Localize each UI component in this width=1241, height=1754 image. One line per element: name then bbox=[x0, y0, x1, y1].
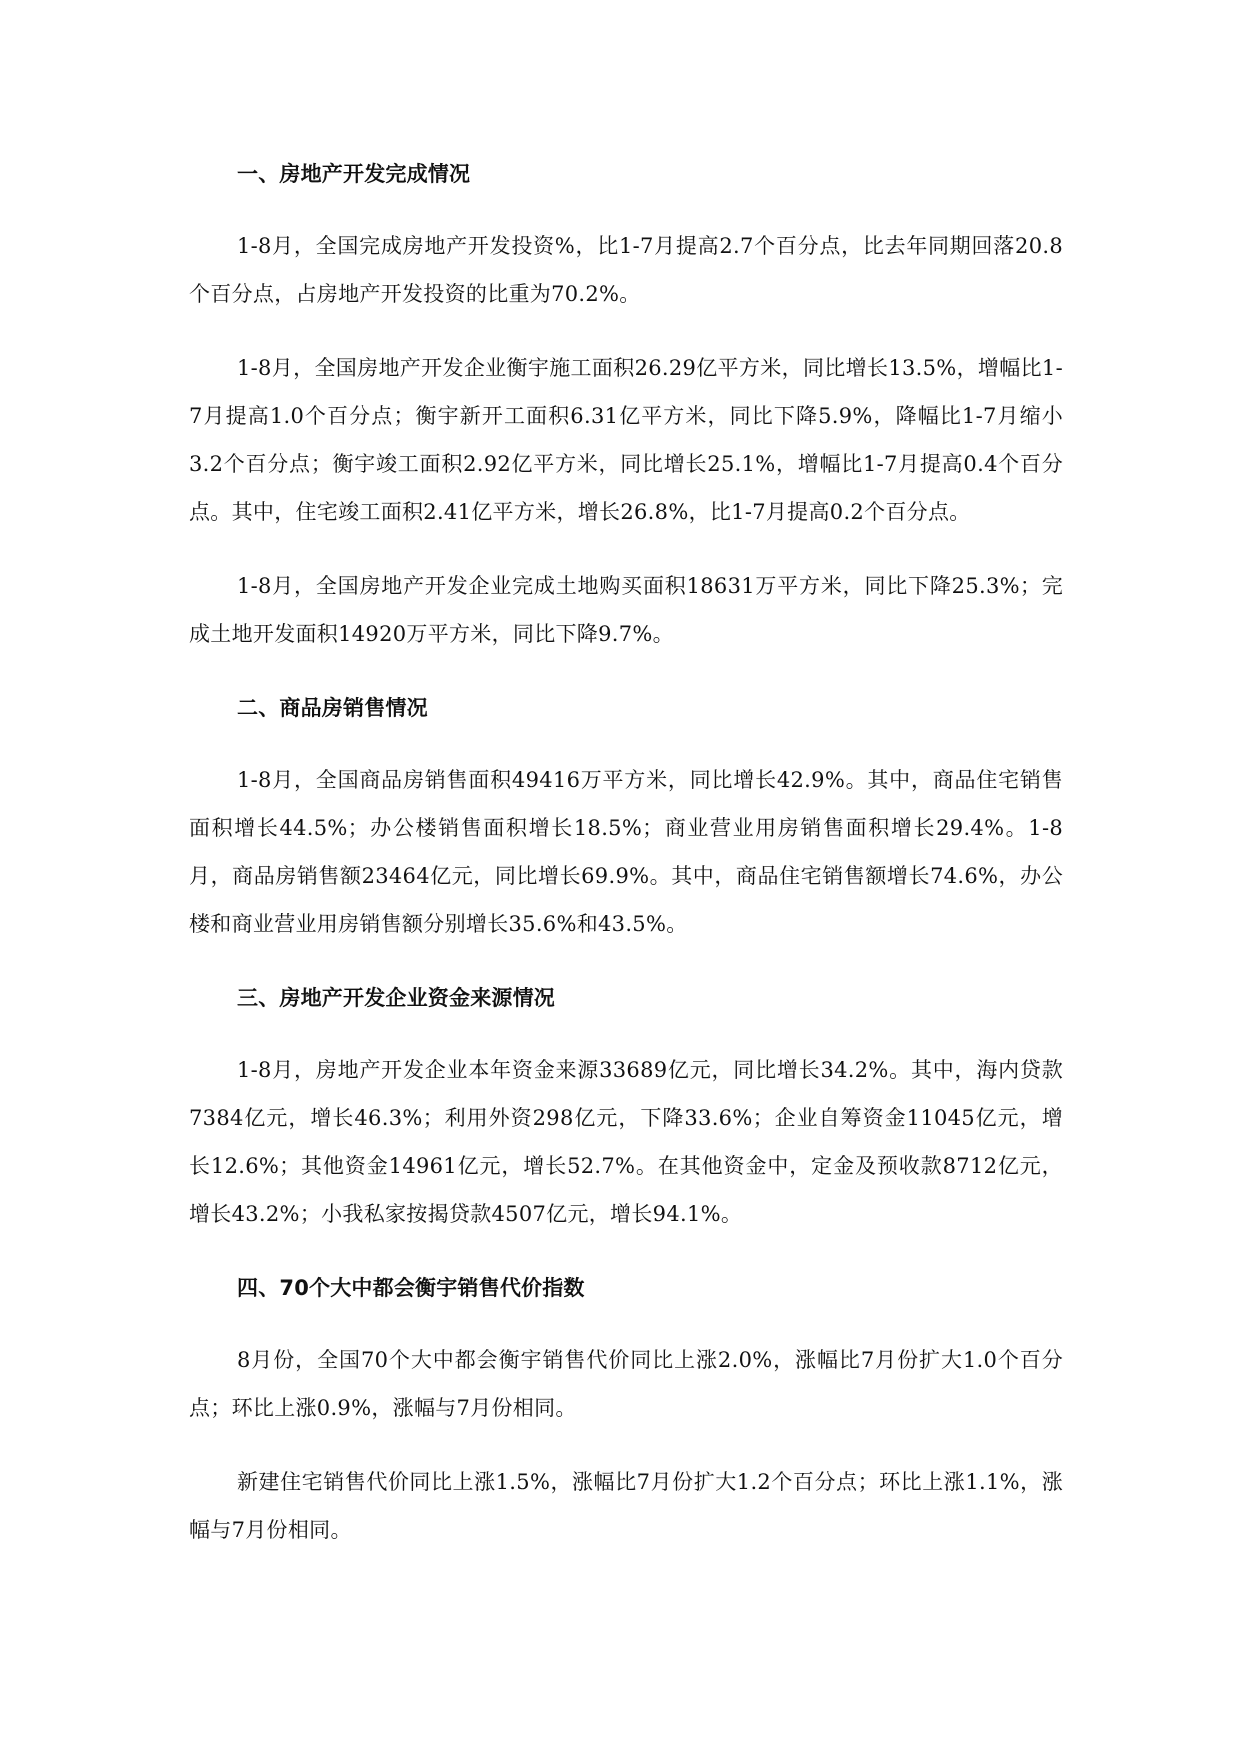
section-heading-funding: 三、房地产开发企业资金来源情况 bbox=[237, 986, 555, 1010]
paragraph-sales: 1-8月，全国商品房销售面积49416万平方米，同比增长42.9%。其中，商品住宅销售面积增长44.5%；办公楼销售面积增长18.5%；商业营业用房销售面积增长29.4%。1-8月，商品房销售额23464亿元，同比增长69.9%。其中，商品住宅销售额增长74.6%，办公楼和商业营业用房销售额分别增长35.6%和43.5%。 bbox=[189, 768, 1063, 936]
paragraph-investment: 1-8月，全国完成房地产开发投资%，比1-7月提高2.7个百分点，比去年同期回落20.8个百分点，占房地产开发投资的比重为70.2%。 bbox=[189, 234, 1063, 306]
paragraph-price-index: 8月份，全国70个大中都会衡宇销售代价同比上涨2.0%，涨幅比7月份扩大1.0个百分点；环比上涨0.9%，涨幅与7月份相同。 bbox=[189, 1348, 1063, 1420]
paragraph-new-housing-price: 新建住宅销售代价同比上涨1.5%，涨幅比7月份扩大1.2个百分点；环比上涨1.1%，涨幅与7月份相同。 bbox=[189, 1470, 1063, 1542]
paragraph-land: 1-8月，全国房地产开发企业完成土地购买面积18631万平方米，同比下降25.3%；完成土地开发面积14920万平方米，同比下降9.7%。 bbox=[189, 574, 1063, 646]
section-heading-price-index: 四、70个大中都会衡宇销售代价指数 bbox=[237, 1276, 585, 1300]
document-body bbox=[189, 150, 1063, 1554]
paragraph-construction-area: 1-8月，全国房地产开发企业衡宇施工面积26.29亿平方米，同比增长13.5%，增幅比1-7月提高1.0个百分点；衡宇新开工面积6.31亿平方米，同比下降5.9%，降幅比1-7月缩小3.2个百分点；衡宇竣工面积2.92亿平方米，同比增长25.1%，增幅比1-7月提高0.4个百分点。其中，住宅竣工面积2.41亿平方米，增长26.8%，比1-7月提高0.2个百分点。 bbox=[189, 356, 1063, 524]
section-heading-sales: 二、商品房销售情况 bbox=[237, 696, 428, 720]
section-heading-development: 一、房地产开发完成情况 bbox=[237, 162, 471, 186]
paragraph-funding: 1-8月，房地产开发企业本年资金来源33689亿元，同比增长34.2%。其中，海内贷款7384亿元，增长46.3%；利用外资298亿元，下降33.6%；企业自筹资金11045亿元，增长12.6%；其他资金14961亿元，增长52.7%。在其他资金中，定金及预收款8712亿元，增长43.2%；小我私家按揭贷款4507亿元，增长94.1%。 bbox=[189, 1058, 1063, 1226]
